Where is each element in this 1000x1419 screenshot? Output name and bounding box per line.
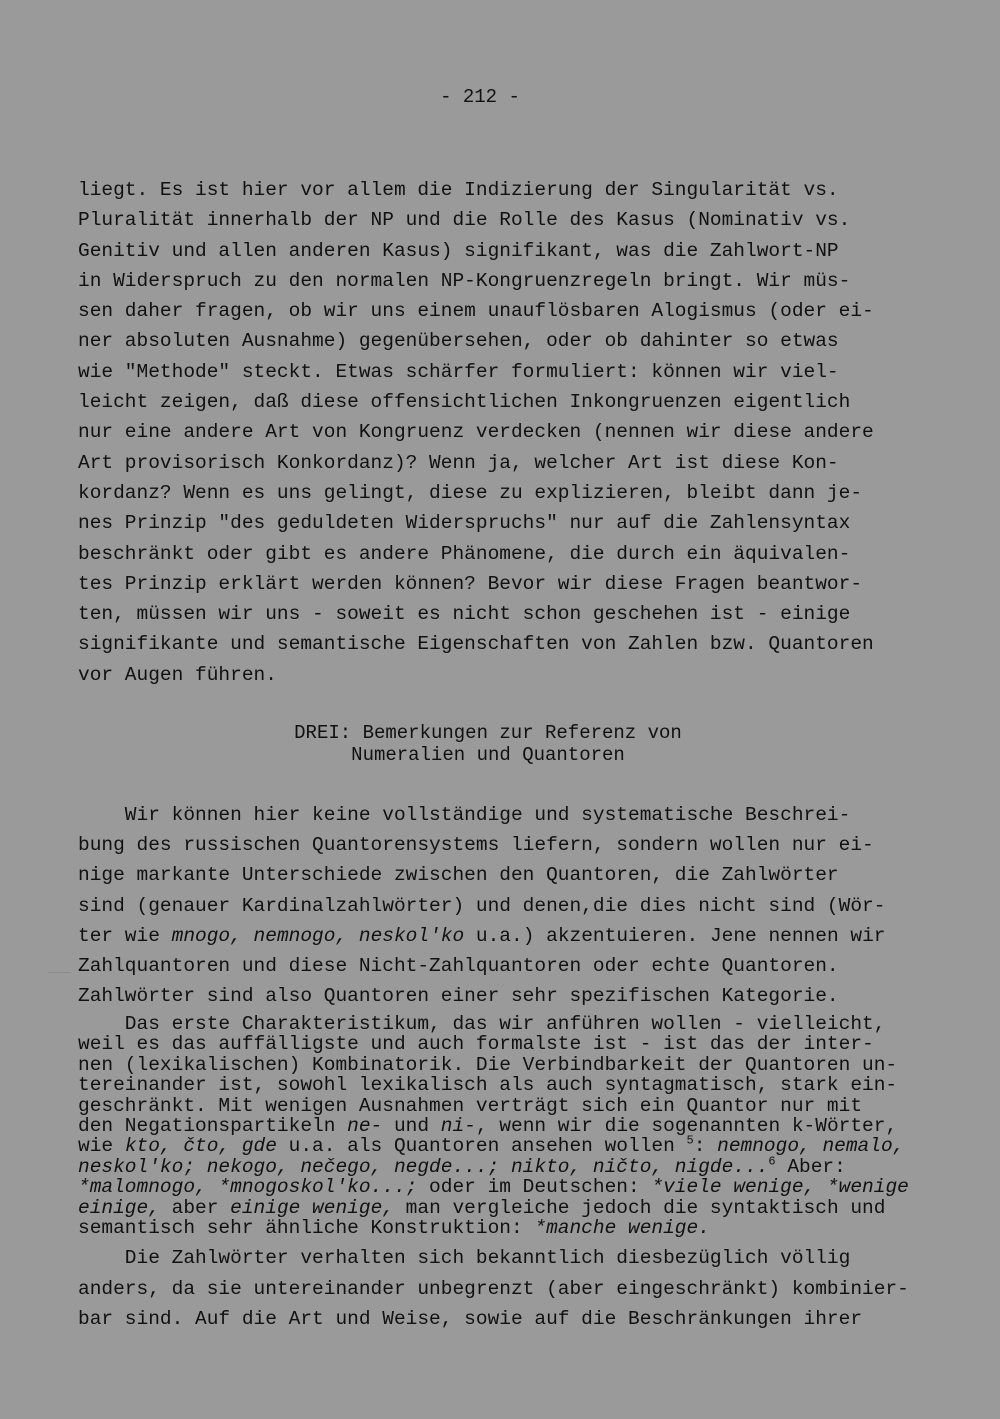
section-heading (0, 722, 976, 766)
text-segment: oder im Deutschen: (417, 1176, 652, 1199)
example-word: ni- (440, 1115, 476, 1138)
text-line: ten, müssen wir uns - soweit es nicht schon geschehen ist - einige (78, 603, 851, 626)
text-line: bar sind. Auf die Art und Weise, sowie auf die Beschränkungen ihrer (78, 1308, 863, 1330)
text-line: tes Prinzip erklärt werden können? Bevor wir diese Fragen beantwor- (78, 572, 863, 595)
text-line: Genitiv und allen anderen Kasus) signifikant, was die Zahlwort-NP (78, 239, 839, 262)
text-line: liegt. Es ist hier vor allem die Indizierung der Singularität vs. (78, 179, 839, 201)
section-heading-line-2: Numeralien und Quantoren (351, 744, 625, 766)
text-line: kordanz? Wenn es uns gelingt, diese zu explizieren, bleibt dann je- (78, 481, 863, 504)
text-segment: und (382, 1115, 441, 1138)
text-segment: ter wie (78, 924, 172, 947)
text-line (78, 1177, 920, 1197)
paragraph-numerals (78, 1243, 920, 1335)
text-line: Wir können hier keine vollständige und systematische Beschrei- (78, 804, 851, 826)
text-line: Zahlquantoren und diese Nicht-Zahlquantoren oder echte Quantoren. (78, 955, 839, 978)
text-line: bung des russischen Quantorensystems liefern, sondern wollen nur ei- (78, 834, 874, 857)
text-segment: man vergleiche jedoch die syntaktisch und (393, 1196, 886, 1219)
example-word: nemnogo, (253, 924, 348, 947)
paragraph-intro (78, 175, 920, 690)
text-line: tereinander ist, sowohl lexikalisch als auch syntagmatisch, stark ein- (78, 1074, 898, 1097)
example-word: mnogo, (171, 924, 242, 947)
text-line: sen daher fragen, ob wir uns einem unauflösbaren Alogismus (oder ei- (78, 300, 874, 323)
example-word: neskol'ko (358, 924, 465, 947)
text-segment: u.a.) akzentuieren. Jene nennen wir (464, 924, 886, 947)
text-line: in Widerspruch zu den normalen NP-Kongruenzregeln bringt. Wir müs- (78, 269, 851, 292)
scan-mark (48, 972, 70, 973)
text-line (78, 1154, 920, 1178)
text-segment: semantisch sehr ähnliche Konstruktion: (78, 1217, 535, 1240)
text-line: Zahlwörter sind also Quantoren einer sehr spezifischen Kategorie. (78, 985, 839, 1008)
text-line (78, 1116, 920, 1136)
text-line: anders, da sie untereinander unbegrenzt (aber eingeschränkt) kombinier- (78, 1277, 909, 1300)
example-word: ne- (347, 1115, 383, 1138)
footnote-marker: 6 (768, 1154, 776, 1169)
footnote-marker: 5 (686, 1133, 694, 1148)
text-segment: den Negationspartikeln (78, 1115, 348, 1138)
text-segment: u.a. als Quantoren ansehen wollen (276, 1135, 687, 1158)
text-line: nur eine andere Art von Kongruenz verdecken (nennen wir diese andere (78, 421, 874, 444)
example-word: *viele wenige, *wenige (651, 1176, 909, 1199)
text-line: vor Augen führen. (78, 663, 277, 686)
text-line (78, 921, 920, 951)
section-heading-line-1: DREI: Bemerkungen zur Referenz von (294, 722, 682, 744)
text-line: Die Zahlwörter verhalten sich bekanntlich diesbezüglich völlig (78, 1247, 851, 1269)
text-line: Art provisorisch Konkordanz)? Wenn ja, welcher Art ist diese Kon- (78, 451, 839, 474)
text-segment: , wenn wir die sogenannten k-Wörter, (475, 1115, 898, 1138)
text-segment: wie (78, 1135, 125, 1158)
text-segment: aber (159, 1196, 231, 1219)
text-line (78, 1218, 920, 1238)
text-line: leicht zeigen, daß diese offensichtlichen Inkongruenzen eigentlich (78, 391, 851, 414)
example-word: neskol'ko; nekogo, nečego, negde...; nikto, ničto, nigde... (78, 1155, 769, 1178)
example-word: nemnogo, nemalo, (717, 1135, 905, 1158)
example-word: kto, čto, gde (124, 1135, 277, 1158)
text-line: geschränkt. Mit wenigen Ausnahmen verträgt sich ein Quantor nur mit (78, 1094, 863, 1117)
paragraph-quantors (78, 800, 920, 1011)
example-word: *malomnogo, *mnogoskol'ko...; (78, 1176, 418, 1199)
text-line: wie "Methode" steckt. Etwas schärfer formuliert: können wir viel- (78, 360, 839, 383)
text-line: beschränkt oder gibt es andere Phänomene, die durch ein äquivalen- (78, 542, 851, 565)
text-line: nige markante Unterschiede zwischen den Quantoren, die Zahlwörter (78, 864, 839, 887)
text-line: signifikante und semantische Eigenschaften von Zahlen bzw. Quantoren (78, 633, 874, 656)
example-word: *manche wenige. (534, 1217, 710, 1240)
example-word: einige wenige, (230, 1196, 394, 1219)
page-number: - 212 - (440, 86, 520, 108)
text-line: nen (lexikalischen) Kombinatorik. Die Verbindbarkeit der Quantoren un- (78, 1053, 898, 1076)
text-line: weil es das auffälligste und auch formalste ist - ist das der inter- (78, 1033, 874, 1056)
text-segment: Aber: (775, 1155, 846, 1178)
text-line: sind (genauer Kardinalzahlwörter) und denen,die dies nicht sind (Wör- (78, 894, 886, 917)
paragraph-combinatorics (78, 1014, 920, 1238)
text-line: nes Prinzip "des geduldeten Widerspruchs" nur auf die Zahlensyntax (78, 512, 851, 535)
text-line: Pluralität innerhalb der NP und die Rolle des Kasus (Nominativ vs. (78, 209, 851, 232)
text-line: ner absoluten Ausnahme) gegenübersehen, oder ob dahinter so etwas (78, 330, 839, 353)
text-segment: : (693, 1135, 718, 1158)
example-word: einige, (78, 1196, 160, 1219)
text-line: Das erste Charakteristikum, das wir anführen wollen - vielleicht, (78, 1013, 886, 1035)
text-line (78, 1198, 920, 1218)
text-line (78, 1133, 920, 1158)
